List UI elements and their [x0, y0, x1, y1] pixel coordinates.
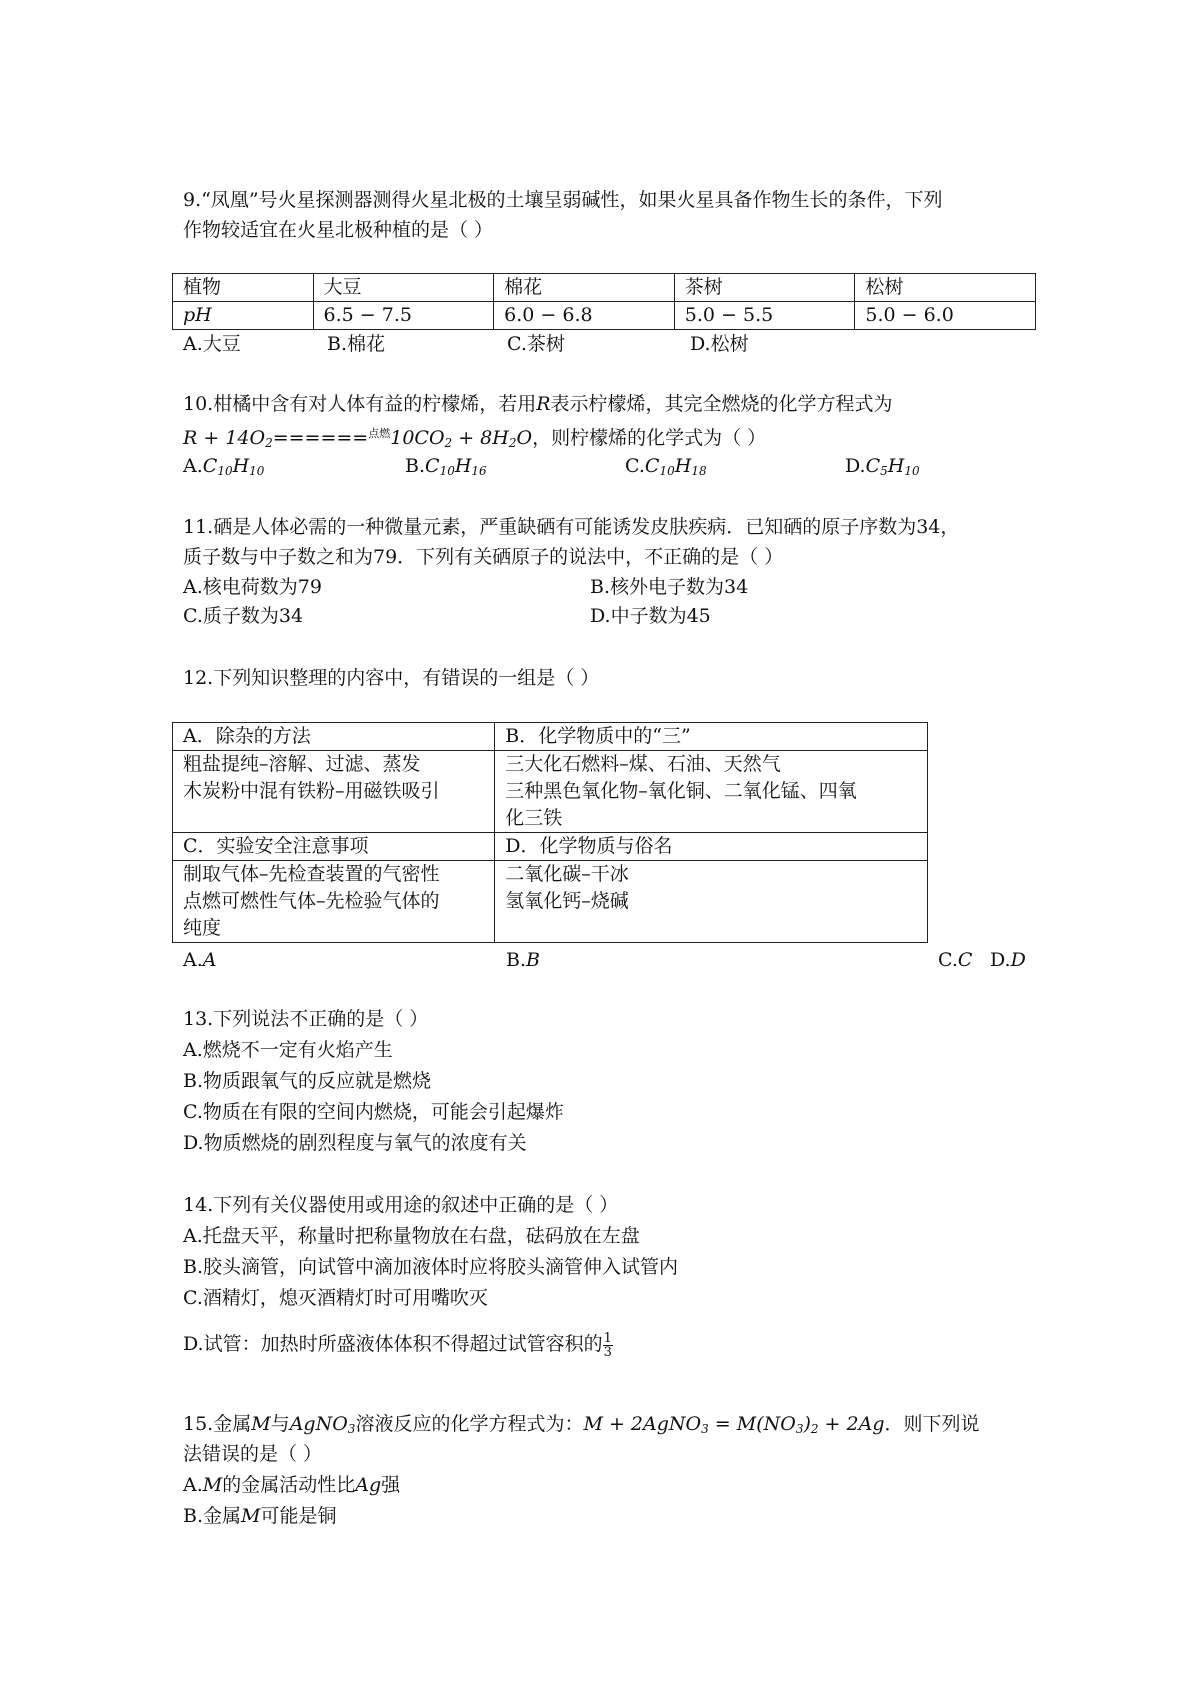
q11-option-a[interactable]: A.核电荷数为79 — [183, 576, 322, 598]
q14-option-c[interactable]: C.酒精灯，熄灭酒精灯时可用嘴吹灭 — [183, 1287, 488, 1309]
q11-option-b[interactable]: B.核外电子数为34 — [590, 576, 749, 598]
table-cell: 6.0 − 6.8 — [494, 302, 675, 330]
q10-option-b[interactable]: $B.C_{10}H_{16}$ — [405, 455, 487, 478]
q11-option-d[interactable]: D.中子数为45 — [590, 605, 711, 627]
table-cell: C．实验安全注意事项 — [173, 833, 495, 861]
q14-option-d[interactable]: D.试管：加热时所盛液体体积不得超过试管容积的 $\frac{1}{3}$ — [183, 1330, 612, 1360]
table-cell: 松树 — [855, 274, 1036, 302]
q15-option-a[interactable]: A.M的金属活动性比Ag强 — [183, 1474, 401, 1496]
q12-option-a[interactable]: A.A — [183, 949, 217, 971]
table-cell: 棉花 — [494, 274, 675, 302]
q9-option-d[interactable]: D.松树 — [690, 333, 749, 355]
q9-option-a[interactable]: A.大豆 — [183, 333, 241, 355]
q9-option-b[interactable]: B.棉花 — [327, 333, 386, 355]
eq-sub: 2 — [444, 436, 453, 450]
table-cell: 三大化石燃料–煤、石油、天然气 三种黑色氧化物–氧化铜、二氧化锰、四氧 化三铁 — [495, 751, 928, 833]
q11-line1: 11.硒是人体必需的一种微量元素，严重缺硒有可能诱发皮肤疾病．已知硒的原子序数为34， — [183, 516, 960, 538]
q15-option-b[interactable]: B.金属M可能是铜 — [183, 1505, 337, 1527]
q10-text: 10.柑橘中含有对人体有益的柠檬烯，若用 — [183, 393, 537, 415]
table-cell: 5.0 − 6.0 — [855, 302, 1036, 330]
eq-sub: 2 — [265, 436, 273, 450]
eq-part: O — [516, 427, 533, 449]
q11-option-c[interactable]: C.质子数为34 — [183, 605, 304, 627]
q13-option-d[interactable]: D.物质燃烧的剧烈程度与氧气的浓度有关 — [183, 1132, 527, 1154]
q10-text: 表示柠檬烯，其完全燃烧的化学方程式为 — [550, 393, 893, 415]
table-cell: 制取气体–先检查装置的气密性 点燃可燃性气体–先检验气体的 纯度 — [173, 861, 495, 943]
q14-line1: 14.下列有关仪器使用或用途的叙述中正确的是（ ） — [183, 1194, 619, 1216]
q10-line1 — [183, 390, 893, 418]
q9-option-c[interactable]: C.茶树 — [507, 333, 565, 355]
eq-condition: 点燃 — [368, 427, 391, 440]
q13-option-b[interactable]: B.物质跟氧气的反应就是燃烧 — [183, 1070, 432, 1092]
table-cell: 5.0 − 5.5 — [674, 302, 855, 330]
table-row — [173, 751, 928, 833]
q9-line2: 作物较适宜在火星北极种植的是（ ） — [183, 219, 494, 241]
fraction: $\frac{1}{3}$ — [603, 1330, 612, 1360]
table-cell: 粗盐提纯–溶解、过滤、蒸发 木炭粉中混有铁粉–用磁铁吸引 — [173, 751, 495, 833]
q11-line2: 质子数与中子数之和为79．下列有关硒原子的说法中，不正确的是（ ） — [183, 546, 784, 568]
table-row — [173, 723, 928, 751]
table-cell: D．化学物质与俗名 — [495, 833, 928, 861]
q12-option-d[interactable]: D.D — [990, 949, 1026, 971]
q14-option-b[interactable]: B.胶头滴管，向试管中滴加液体时应将胶头滴管伸入试管内 — [183, 1256, 679, 1278]
q15-line1: 15.金属M与AgNO$_3$溶液反应的化学方程式为：M + 2AgNO$_3$ = $M(NO_3)_2 + 2Ag$．则下列说 — [183, 1413, 980, 1436]
q12-line1: 12.下列知识整理的内容中，有错误的一组是（ ） — [183, 667, 600, 689]
eq-part: 10CO — [390, 427, 445, 449]
table-cell: 植物 — [173, 274, 314, 302]
q12-knowledge-table — [172, 722, 928, 943]
table-cell: 6.5 − 7.5 — [313, 302, 494, 330]
q12-option-c[interactable]: C.C — [938, 949, 973, 971]
q10-option-c[interactable]: $C.C_{10}H_{18}$ — [625, 455, 707, 478]
table-cell: 茶树 — [674, 274, 855, 302]
eq-sub: 2 — [508, 436, 517, 450]
q12-option-b[interactable]: B.B — [506, 949, 540, 971]
q10-var: R — [536, 393, 551, 415]
table-row — [173, 274, 1036, 302]
q13-option-c[interactable]: C.物质在有限的空间内燃烧，可能会引起爆炸 — [183, 1101, 564, 1123]
q15-line2: 法错误的是（ ） — [183, 1443, 323, 1465]
table-cell: B．化学物质中的“三” — [495, 723, 928, 751]
eq-part: + 8H — [452, 427, 509, 449]
eq-arrow: ====== — [272, 427, 369, 449]
q14-option-a[interactable]: A.托盘天平，称量时把称量物放在右盘，砝码放在左盘 — [183, 1225, 640, 1247]
table-row — [173, 302, 1036, 330]
q9-line1: 9.“凤凰”号火星探测器测得火星北极的土壤呈弱碱性，如果火星具备作物生长的条件，下列 — [183, 189, 943, 211]
eq-part: R + 14O — [183, 427, 266, 449]
q13-line1: 13.下列说法不正确的是（ ） — [183, 1008, 429, 1030]
table-cell: 二氧化碳–干冰 氢氧化钙–烧碱 — [495, 861, 928, 943]
table-row — [173, 861, 928, 943]
table-cell: A．除杂的方法 — [173, 723, 495, 751]
q10-text: ，则柠檬烯的化学式为（ ） — [532, 427, 767, 449]
q13-option-a[interactable]: A.燃烧不一定有火焰产生 — [183, 1039, 393, 1061]
q10-option-a[interactable]: $A.C_{10}H_{10}$ — [183, 455, 265, 478]
table-cell: 大豆 — [313, 274, 494, 302]
q9-ph-table — [172, 273, 1036, 330]
table-row — [173, 833, 928, 861]
table-cell: pH — [173, 302, 314, 330]
q10-option-d[interactable]: $D.C_5H_{10}$ — [845, 455, 920, 478]
